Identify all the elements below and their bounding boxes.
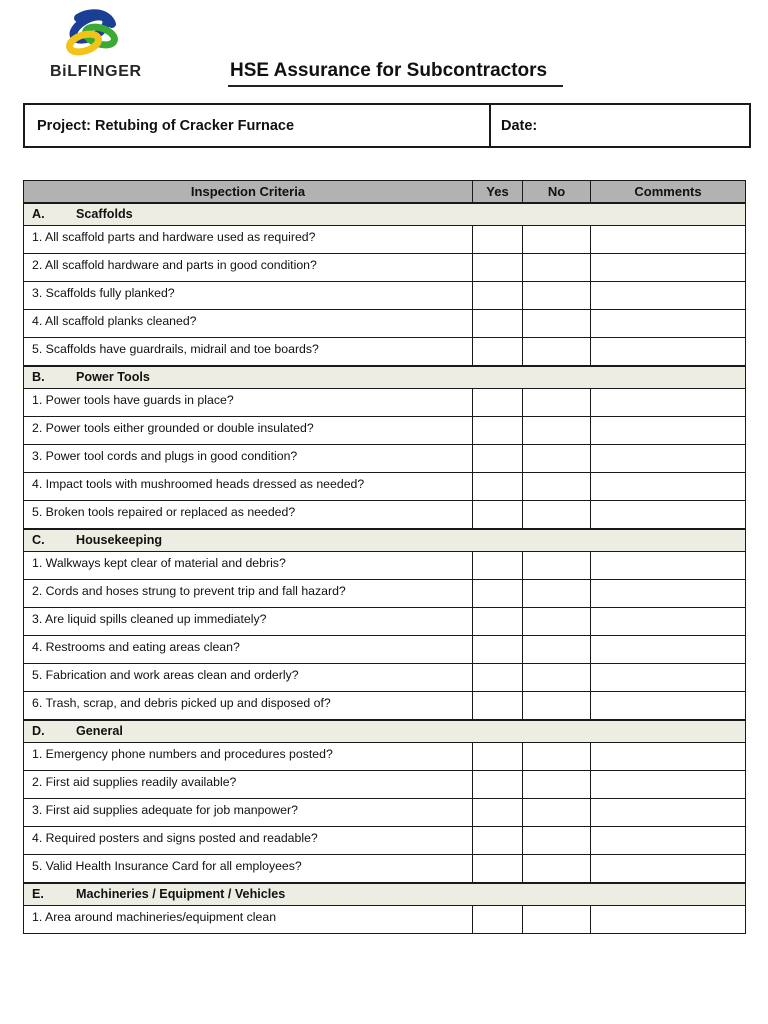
inspection-table-body	[24, 203, 746, 934]
yes-cell	[473, 389, 523, 417]
inspection-criteria-cell: 1. Emergency phone numbers and procedures posted?	[24, 743, 473, 771]
comments-cell	[591, 282, 746, 310]
section-id: A.	[32, 206, 45, 221]
section-row	[24, 203, 746, 226]
comments-cell	[591, 501, 746, 529]
inspection-item-row	[24, 310, 746, 338]
inspection-criteria-cell: 2. All scaffold hardware and parts in good condition?	[24, 254, 473, 282]
inspection-criteria-cell: 2. First aid supplies readily available?	[24, 771, 473, 799]
comments-cell	[591, 338, 746, 366]
section-title-cell	[24, 883, 746, 906]
comments-cell	[591, 580, 746, 608]
comments-cell	[591, 692, 746, 720]
inspection-item-row	[24, 282, 746, 310]
section-id: B.	[32, 369, 45, 384]
yes-cell	[473, 501, 523, 529]
inspection-criteria-cell: 2. Power tools either grounded or double insulated?	[24, 417, 473, 445]
inspection-criteria-cell: 3. First aid supplies adequate for job manpower?	[24, 799, 473, 827]
inspection-criteria-cell: 5. Broken tools repaired or replaced as needed?	[24, 501, 473, 529]
no-cell	[523, 771, 591, 799]
section-title-cell	[24, 529, 746, 552]
yes-cell	[473, 664, 523, 692]
comments-cell	[591, 855, 746, 883]
inspection-item-row	[24, 389, 746, 417]
comments-cell	[591, 445, 746, 473]
inspection-criteria-cell: 1. Power tools have guards in place?	[24, 389, 473, 417]
yes-cell	[473, 692, 523, 720]
inspection-item-row	[24, 906, 746, 934]
section-row	[24, 529, 746, 552]
no-cell	[523, 445, 591, 473]
comments-cell	[591, 417, 746, 445]
inspection-criteria-cell: 4. Restrooms and eating areas clean?	[24, 636, 473, 664]
no-cell	[523, 389, 591, 417]
yes-cell	[473, 254, 523, 282]
comments-cell	[591, 799, 746, 827]
yes-cell	[473, 827, 523, 855]
yes-cell	[473, 473, 523, 501]
inspection-criteria-cell: 2. Cords and hoses strung to prevent trip and fall hazard?	[24, 580, 473, 608]
no-cell	[523, 855, 591, 883]
comments-cell	[591, 310, 746, 338]
comments-cell	[591, 254, 746, 282]
no-cell	[523, 692, 591, 720]
inspection-item-row	[24, 771, 746, 799]
no-cell	[523, 906, 591, 934]
yes-cell	[473, 282, 523, 310]
column-header-comments: Comments	[591, 181, 746, 203]
inspection-item-row	[24, 692, 746, 720]
project-label: Project: Retubing of Cracker Furnace	[25, 105, 491, 146]
yes-cell	[473, 799, 523, 827]
inspection-item-row	[24, 580, 746, 608]
yes-cell	[473, 608, 523, 636]
inspection-item-row	[24, 552, 746, 580]
section-label: General	[76, 723, 123, 738]
inspection-item-row	[24, 473, 746, 501]
no-cell	[523, 552, 591, 580]
yes-cell	[473, 580, 523, 608]
no-cell	[523, 226, 591, 254]
yes-cell	[473, 338, 523, 366]
inspection-item-row	[24, 799, 746, 827]
section-title-cell	[24, 366, 746, 389]
section-id: C.	[32, 532, 45, 547]
yes-cell	[473, 310, 523, 338]
section-id: D.	[32, 723, 45, 738]
inspection-item-row	[24, 664, 746, 692]
inspection-criteria-cell: 4. All scaffold planks cleaned?	[24, 310, 473, 338]
inspection-criteria-cell: 5. Scaffolds have guardrails, midrail and toe boards?	[24, 338, 473, 366]
page-title: HSE Assurance for Subcontractors	[228, 60, 563, 87]
section-title-cell	[24, 203, 746, 226]
comments-cell	[591, 608, 746, 636]
inspection-criteria-cell: 4. Required posters and signs posted and readable?	[24, 827, 473, 855]
project-date-bar	[23, 103, 751, 148]
inspection-criteria-cell: 5. Valid Health Insurance Card for all employees?	[24, 855, 473, 883]
yes-cell	[473, 771, 523, 799]
column-header-no: No	[523, 181, 591, 203]
inspection-item-row	[24, 743, 746, 771]
inspection-item-row	[24, 338, 746, 366]
inspection-item-row	[24, 226, 746, 254]
inspection-item-row	[24, 501, 746, 529]
comments-cell	[591, 473, 746, 501]
no-cell	[523, 636, 591, 664]
comments-cell	[591, 771, 746, 799]
inspection-item-row	[24, 254, 746, 282]
no-cell	[523, 338, 591, 366]
inspection-criteria-cell: 3. Are liquid spills cleaned up immediately?	[24, 608, 473, 636]
inspection-criteria-cell: 1. All scaffold parts and hardware used as required?	[24, 226, 473, 254]
comments-cell	[591, 389, 746, 417]
inspection-table	[23, 180, 746, 934]
no-cell	[523, 664, 591, 692]
brand-block	[50, 8, 170, 81]
inspection-criteria-cell: 3. Scaffolds fully planked?	[24, 282, 473, 310]
inspection-criteria-cell: 5. Fabrication and work areas clean and orderly?	[24, 664, 473, 692]
comments-cell	[591, 664, 746, 692]
comments-cell	[591, 636, 746, 664]
inspection-criteria-cell: 3. Power tool cords and plugs in good condition?	[24, 445, 473, 473]
column-header-criteria: Inspection Criteria	[24, 181, 473, 203]
comments-cell	[591, 552, 746, 580]
no-cell	[523, 417, 591, 445]
inspection-item-row	[24, 417, 746, 445]
no-cell	[523, 743, 591, 771]
no-cell	[523, 254, 591, 282]
section-label: Scaffolds	[76, 206, 133, 221]
no-cell	[523, 580, 591, 608]
yes-cell	[473, 226, 523, 254]
yes-cell	[473, 636, 523, 664]
section-row	[24, 720, 746, 743]
section-label: Power Tools	[76, 369, 150, 384]
comments-cell	[591, 827, 746, 855]
header-row	[24, 181, 746, 203]
date-label: Date:	[501, 117, 538, 134]
inspection-item-row	[24, 855, 746, 883]
yes-cell	[473, 552, 523, 580]
yes-cell	[473, 743, 523, 771]
section-id: E.	[32, 886, 44, 901]
inspection-criteria-cell: 1. Area around machineries/equipment clean	[24, 906, 473, 934]
section-label: Housekeeping	[76, 532, 163, 547]
column-header-yes: Yes	[473, 181, 523, 203]
yes-cell	[473, 906, 523, 934]
no-cell	[523, 282, 591, 310]
bilfinger-logo-icon	[60, 8, 124, 62]
no-cell	[523, 608, 591, 636]
yes-cell	[473, 855, 523, 883]
no-cell	[523, 473, 591, 501]
yes-cell	[473, 445, 523, 473]
section-row	[24, 366, 746, 389]
inspection-criteria-cell: 6. Trash, scrap, and debris picked up and disposed of?	[24, 692, 473, 720]
inspection-item-row	[24, 636, 746, 664]
inspection-table-header	[24, 181, 746, 203]
comments-cell	[591, 906, 746, 934]
inspection-criteria-cell: 1. Walkways kept clear of material and debris?	[24, 552, 473, 580]
brand-name: BiLFINGER	[50, 63, 142, 80]
section-label: Machineries / Equipment / Vehicles	[76, 886, 286, 901]
no-cell	[523, 827, 591, 855]
inspection-item-row	[24, 608, 746, 636]
section-title-cell	[24, 720, 746, 743]
no-cell	[523, 501, 591, 529]
comments-cell	[591, 743, 746, 771]
inspection-item-row	[24, 827, 746, 855]
inspection-item-row	[24, 445, 746, 473]
no-cell	[523, 310, 591, 338]
section-row	[24, 883, 746, 906]
yes-cell	[473, 417, 523, 445]
inspection-criteria-cell: 4. Impact tools with mushroomed heads dressed as needed?	[24, 473, 473, 501]
no-cell	[523, 799, 591, 827]
comments-cell	[591, 226, 746, 254]
